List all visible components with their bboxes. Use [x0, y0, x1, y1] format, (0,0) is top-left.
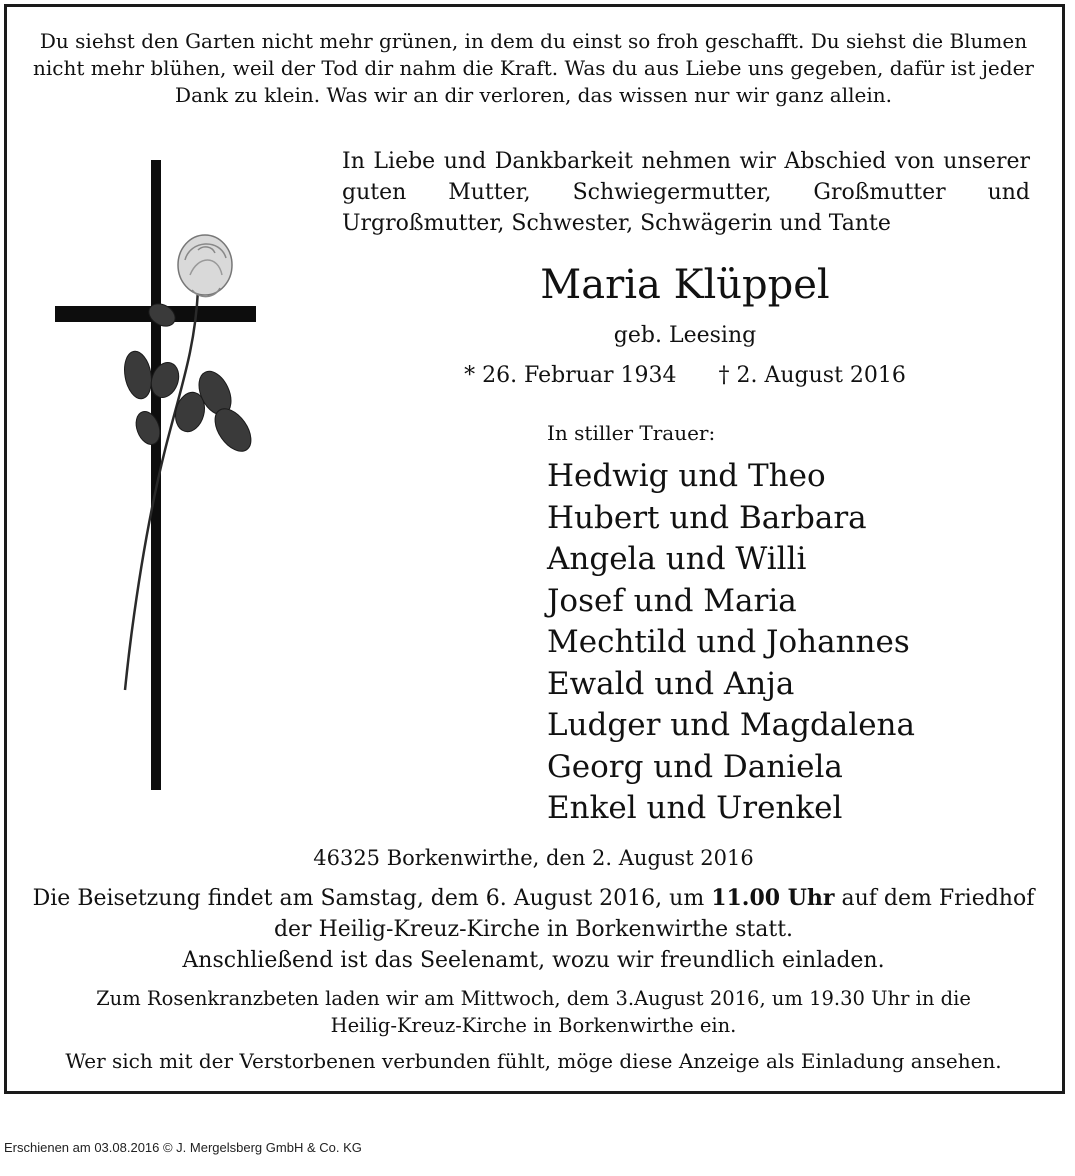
- mourner-item: Mechtild und Johannes: [547, 624, 910, 660]
- farewell-intro: [342, 146, 1030, 239]
- birth-date: * 26. Februar 1934: [464, 363, 677, 388]
- mourner-item: Hubert und Barbara: [547, 499, 867, 536]
- death-date: † 2. August 2016: [718, 363, 906, 388]
- invitation-note: Wer sich mit der Verstorbenen verbunden fühlt, möge diese Anzeige als Einladung ansehen.: [65, 1049, 1002, 1073]
- burial-text: auf dem Friedhof: [834, 886, 1035, 911]
- mourning-label: In stiller Trauer:: [547, 421, 716, 445]
- rosary-notice: [30, 985, 1037, 1039]
- burial-line: der Heilig-Kreuz-Kirche in Borkenwirthe statt.: [273, 917, 794, 942]
- mourner-item: Georg und Daniela: [547, 748, 843, 785]
- mourner-item: Hedwig und Theo: [547, 458, 826, 494]
- rose-stem: [125, 290, 198, 690]
- mourner-item: Ludger und Magdalena: [547, 707, 915, 743]
- intro-line: In Liebe und Dankbarkeit nehmen wir Abschied von unserer: [342, 149, 1030, 174]
- intro-line: Urgroßmutter, Schwester, Schwägerin und Tante: [342, 211, 891, 236]
- rose-bloom: [178, 235, 232, 297]
- burial-notice: [30, 883, 1037, 976]
- poem-line: nicht mehr blühen, weil der Tod dir nahm die Kraft. Was du aus Liebe uns gegeben, dafür ist jeder: [33, 56, 1034, 80]
- mourner-item: Angela und Willi: [547, 541, 807, 577]
- burial-line: Anschließend ist das Seelenamt, wozu wir freundlich einladen.: [182, 948, 885, 973]
- burial-text: Die Beisetzung findet am Samstag, dem 6. August 2016, um: [32, 886, 712, 911]
- deceased-name: Maria Klüppel: [540, 262, 830, 308]
- place-and-date: 46325 Borkenwirthe, den 2. August 2016: [313, 846, 754, 870]
- mourner-item: Josef und Maria: [547, 582, 797, 619]
- burial-time: 11.00 Uhr: [711, 885, 835, 911]
- rose-leaves: [121, 299, 258, 457]
- poem: [30, 28, 1037, 109]
- poem-line: Dank zu klein. Was wir an dir verloren, das wissen nur wir ganz allein.: [175, 83, 892, 107]
- mourners-list: [547, 456, 915, 830]
- poem-line: Du siehst den Garten nicht mehr grünen, in dem du einst so froh geschafft. Du siehst die Blumen: [39, 29, 1028, 53]
- intro-line: guten Mutter, Schwiegermutter, Großmutter und: [342, 180, 1030, 205]
- burial-line: [30, 883, 1037, 914]
- mourner-item: Ewald und Anja: [547, 665, 795, 702]
- mourner-item: Enkel und Urenkel: [547, 790, 843, 826]
- rosary-line: Heilig-Kreuz-Kirche in Borkenwirthe ein.: [330, 1014, 737, 1037]
- life-dates: [380, 362, 990, 390]
- birth-name: geb. Leesing: [613, 323, 757, 348]
- rosary-line: Zum Rosenkranzbeten laden wir am Mittwoch, dem 3.August 2016, um 19.30 Uhr in die: [96, 987, 971, 1010]
- cross-with-rose-image: [40, 150, 270, 800]
- publication-footer: Erschienen am 03.08.2016 © J. Mergelsberg GmbH & Co. KG: [4, 1140, 362, 1155]
